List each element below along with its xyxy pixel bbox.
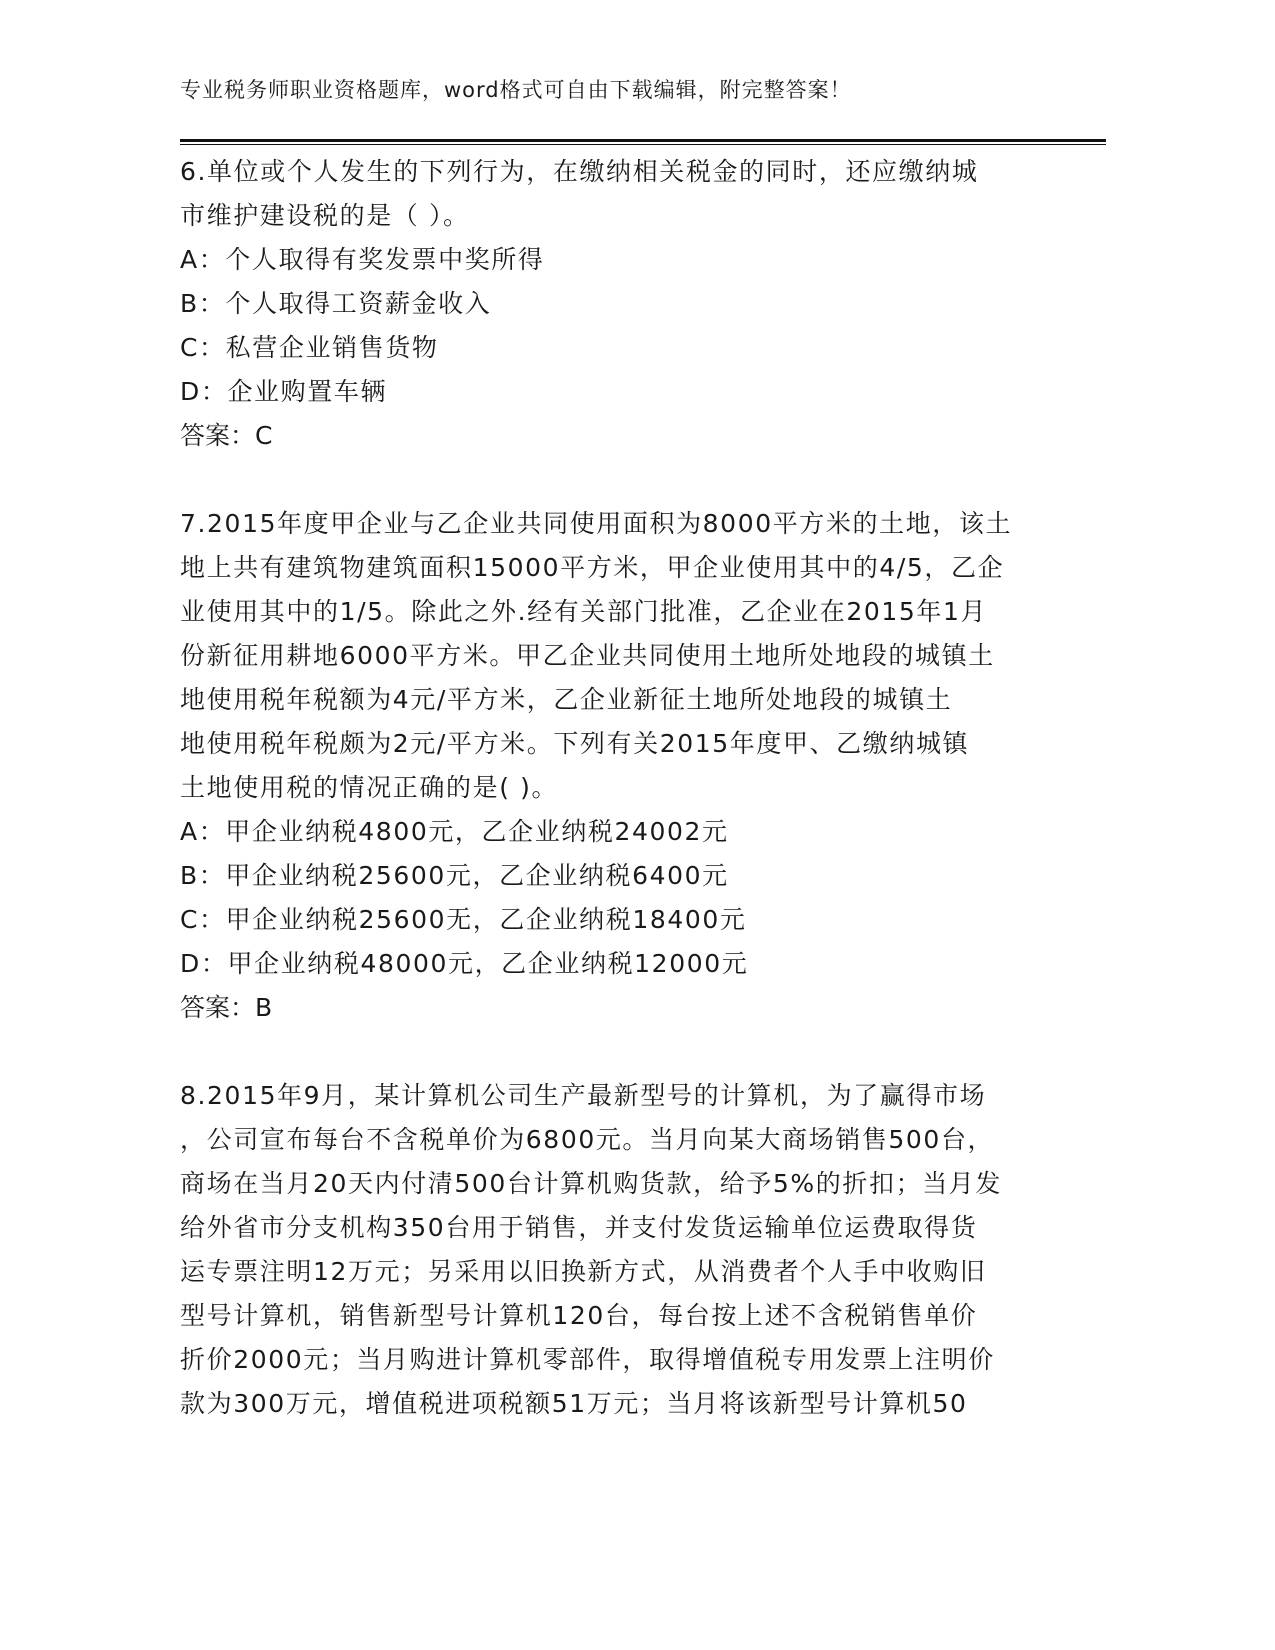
question-line: ，公司宣布每台不含税单价为6800元。当月向某大商场销售500台， [180,1125,995,1154]
question-line: 商场在当月20天内付清500台计算机购货款，给予5%的折扣；当月发 [180,1169,1002,1198]
header-rule-thick [180,139,1106,142]
question-line: 折价2000元；当月购进计算机零部件，取得增值税专用发票上注明价 [180,1345,995,1374]
question-line: 给外省市分支机构350台用于销售，并支付发货运输单位运费取得货 [180,1213,978,1242]
question-line: 款为300万元，增值税进项税额51万元；当月将该新型号计算机50 [180,1389,968,1418]
header-rule-thin [180,144,1106,145]
option-b: B：甲企业纳税25600元，乙企业纳税6400元 [180,861,729,890]
question-6 [180,150,1040,458]
question-line: 份新征用耕地6000平方米。甲乙企业共同使用土地所处地段的城镇土 [180,641,995,670]
option-c: C：私营企业销售货物 [180,333,439,362]
question-line: 7.2015年度甲企业与乙企业共同使用面积为8000平方米的土地，该土 [180,509,1013,538]
question-line: 地使用税年税额为4元/平方米，乙企业新征土地所处地段的城镇土 [180,685,953,714]
page-header: 专业税务师职业资格题库，word格式可自由下载编辑，附完整答案！ [180,78,852,102]
option-d: D：企业购置车辆 [180,377,388,406]
option-d: D：甲企业纳税48000元，乙企业纳税12000元 [180,949,749,978]
spacer [180,458,1040,502]
question-8 [180,1074,1040,1426]
question-line: 地上共有建筑物建筑面积15000平方米，甲企业使用其中的4/5，乙企 [180,553,1005,582]
question-line: 8.2015年9月，某计算机公司生产最新型号的计算机，为了赢得市场 [180,1081,987,1110]
question-line: 型号计算机，销售新型号计算机120台，每台按上述不含税销售单价 [180,1301,978,1330]
option-c: C：甲企业纳税25600无，乙企业纳税18400元 [180,905,747,934]
question-line: 运专票注明12万元；另采用以旧换新方式，从消费者个人手中收购旧 [180,1257,987,1286]
question-line: 市维护建设税的是（ ）。 [180,201,470,230]
question-line: 6.单位或个人发生的下列行为，在缴纳相关税金的同时，还应缴纳城 [180,157,979,186]
question-line: 地使用税年税颇为2元/平方米。下列有关2015年度甲、乙缴纳城镇 [180,729,970,758]
question-7 [180,502,1040,1030]
option-b: B：个人取得工资薪金收入 [180,289,492,318]
spacer [180,1030,1040,1074]
answer-label: 答案：B [180,993,273,1022]
question-line: 土地使用税的情况正确的是( )。 [180,773,559,802]
question-line: 业使用其中的1/5。除此之外.经有关部门批准，乙企业在2015年1月 [180,597,988,626]
answer-label: 答案：C [180,421,273,450]
option-a: A：甲企业纳税4800元，乙企业纳税24002元 [180,817,729,846]
question-list [180,150,1040,1426]
option-a: A：个人取得有奖发票中奖所得 [180,245,545,274]
